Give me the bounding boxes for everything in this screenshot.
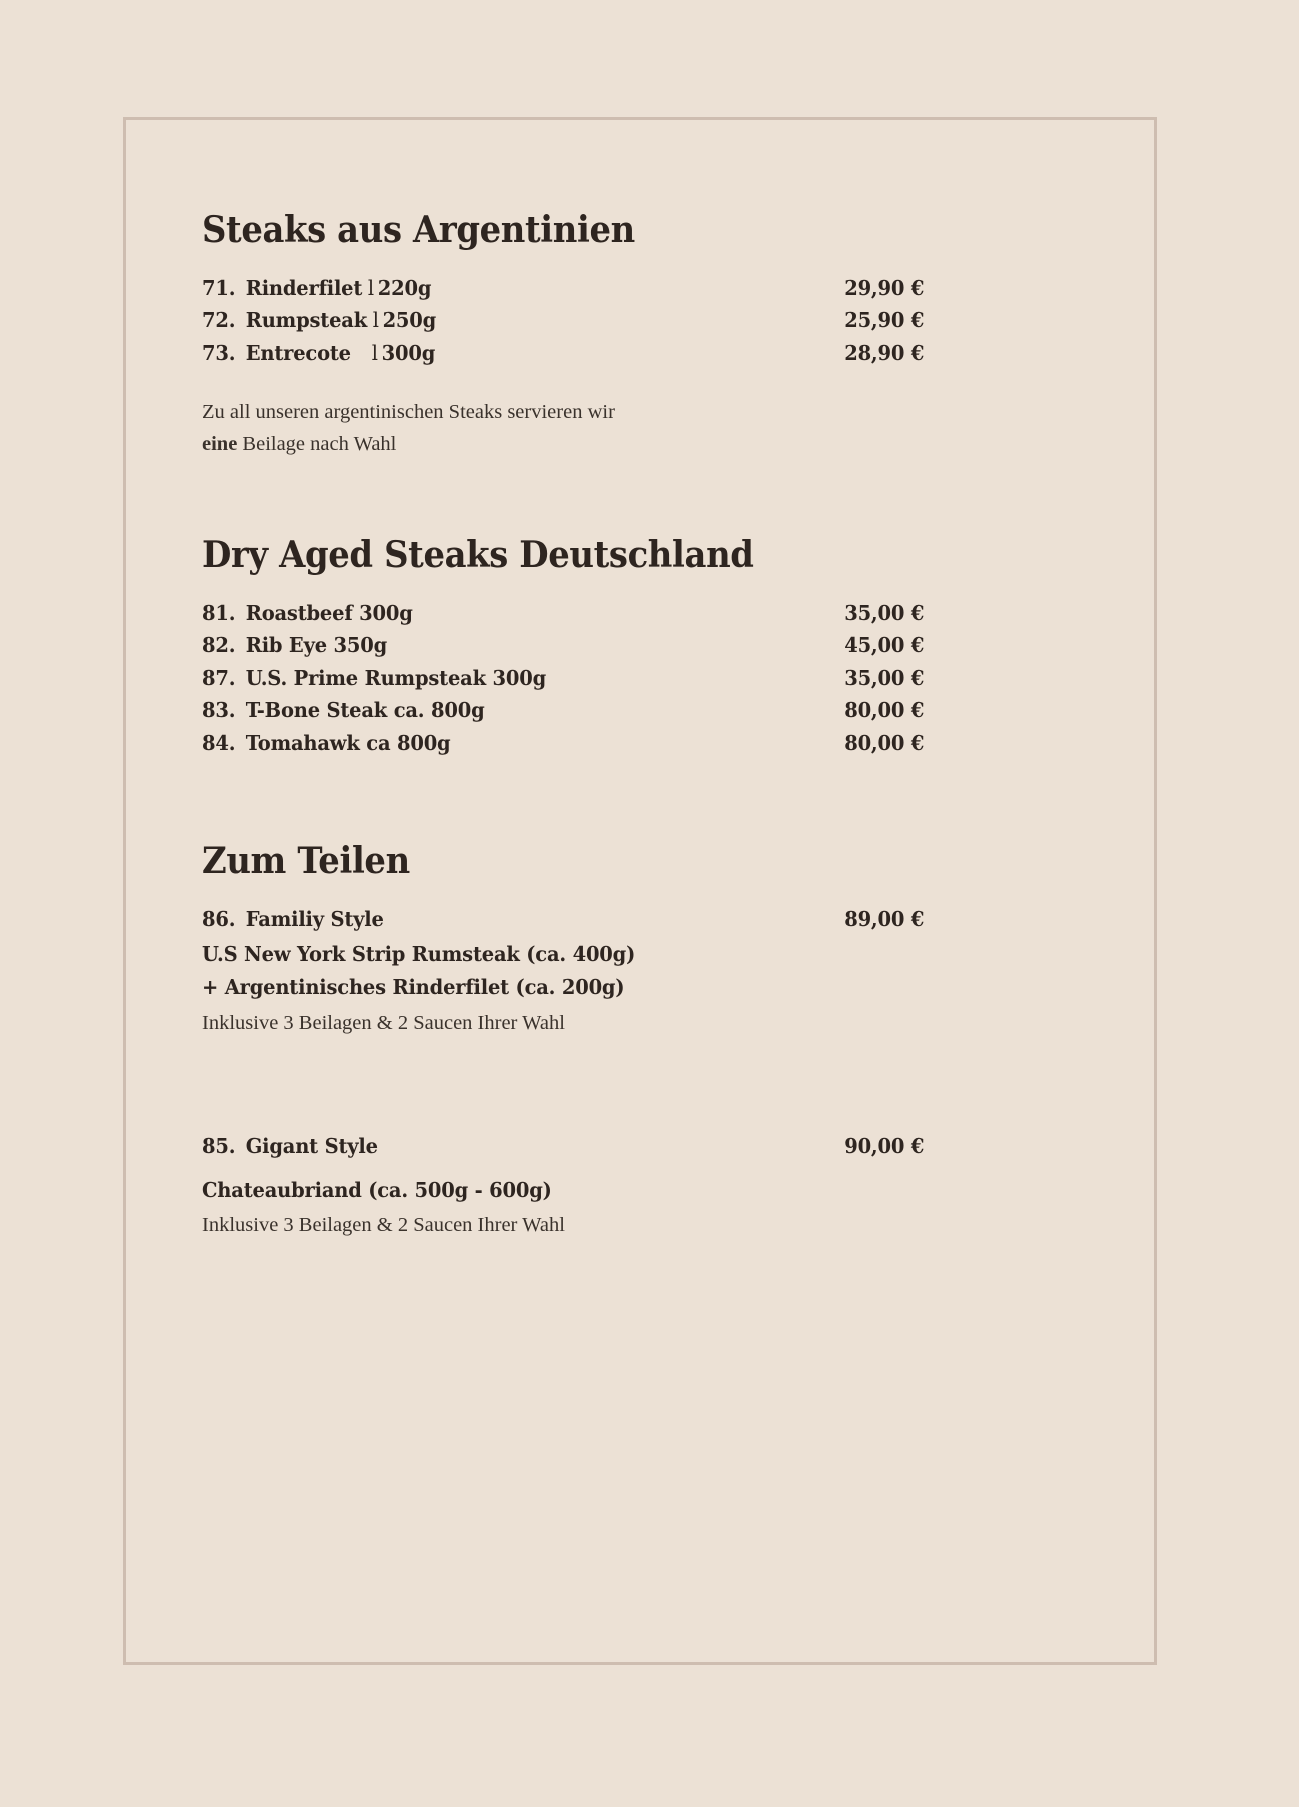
note-line-1: Zu all unseren argentinischen Steaks servieren wir xyxy=(202,401,615,424)
menu-item-row xyxy=(202,310,924,331)
item-price: 28,90 € xyxy=(844,340,924,365)
item-name: Rib Eye 350g xyxy=(245,633,388,658)
combo-item-familiy-style xyxy=(202,907,924,1036)
note-emphasis: eine xyxy=(202,433,238,456)
item-price: 25,90 € xyxy=(844,308,924,333)
item-name: T-Bone Steak ca. 800g xyxy=(245,698,485,723)
menu-item-list-argentinien xyxy=(202,275,924,365)
combo-spacer xyxy=(202,1036,924,1108)
item-number: 84. xyxy=(202,730,236,755)
item-price: 80,00 € xyxy=(844,730,924,755)
item-separator: l xyxy=(367,275,374,300)
item-price: 35,00 € xyxy=(844,600,924,625)
combo-detail-line: U.S New York Strip Rumsteak (ca. 400g) xyxy=(202,941,636,966)
item-name: Tomahawk ca 800g xyxy=(245,730,451,755)
menu-item-row xyxy=(202,665,924,690)
item-number: 87. xyxy=(202,665,236,690)
section-spacer xyxy=(202,765,924,843)
menu-item-label xyxy=(202,340,436,365)
item-number: 73. xyxy=(202,340,236,365)
section-title-argentinien: Steaks aus Argentinien xyxy=(202,209,635,251)
item-weight: 300g xyxy=(381,340,436,365)
menu-item-row xyxy=(202,700,924,721)
menu-item-row xyxy=(202,340,924,365)
menu-item-row xyxy=(202,600,924,625)
menu-item-label xyxy=(202,600,413,625)
item-price: 45,00 € xyxy=(844,633,924,658)
combo-title xyxy=(202,907,384,931)
item-number: 85. xyxy=(202,1133,236,1158)
menu-item-label xyxy=(202,635,387,656)
combo-title xyxy=(202,1134,378,1158)
menu-item-row xyxy=(202,275,924,300)
menu-item-label xyxy=(202,665,547,690)
combo-included-note: Inklusive 3 Beilagen & 2 Saucen Ihrer Wahl xyxy=(202,1011,565,1034)
item-name: Rinderfilet xyxy=(245,275,363,300)
item-weight: 220g xyxy=(377,275,432,300)
item-separator: l xyxy=(372,308,379,333)
menu-item-label xyxy=(202,310,436,331)
item-price: 29,90 € xyxy=(844,275,924,300)
menu-item-label xyxy=(202,730,451,755)
item-number: 86. xyxy=(202,906,236,931)
section-steaks-aus-argentinien xyxy=(202,209,924,461)
combo-header xyxy=(202,907,924,931)
item-name: Rumpsteak xyxy=(245,308,368,333)
item-weight: 250g xyxy=(382,308,437,333)
item-separator: l xyxy=(371,340,378,365)
section-zum-teilen xyxy=(202,840,924,1237)
combo-detail-line: Chateaubriand (ca. 500g - 600g) xyxy=(202,1177,552,1202)
item-name: U.S. Prime Rumpsteak 300g xyxy=(245,665,547,690)
item-name: Familiy Style xyxy=(245,906,384,931)
item-name: Roastbeef 300g xyxy=(245,600,413,625)
menu-item-label xyxy=(202,275,432,300)
combo-header xyxy=(202,1134,924,1158)
menu-item-row xyxy=(202,730,924,755)
item-price: 90,00 € xyxy=(844,1133,924,1158)
item-number: 71. xyxy=(202,275,236,300)
item-number: 72. xyxy=(202,308,236,333)
item-price: 89,00 € xyxy=(844,906,924,931)
section-title-dry-aged: Dry Aged Steaks Deutschland xyxy=(202,533,754,576)
section-spacer xyxy=(202,461,924,537)
item-number: 81. xyxy=(202,600,236,625)
item-price: 35,00 € xyxy=(844,665,924,690)
menu-item-row xyxy=(202,635,924,656)
item-price: 80,00 € xyxy=(844,698,924,723)
item-number: 82. xyxy=(202,633,236,658)
item-name: Entrecote xyxy=(245,340,351,365)
combo-included-note: Inklusive 3 Beilagen & 2 Saucen Ihrer Wahl xyxy=(202,1214,565,1237)
menu-item-label xyxy=(202,700,485,721)
item-number: 83. xyxy=(202,698,236,723)
section-dry-aged-steaks-deutschland xyxy=(202,533,924,755)
section-title-zum-teilen: Zum Teilen xyxy=(202,840,410,883)
item-name: Gigant Style xyxy=(245,1133,378,1158)
section-note-argentinien xyxy=(202,397,802,461)
combo-detail-line: + Argentinisches Rinderfilet (ca. 200g) xyxy=(202,975,625,1000)
note-line-2: Beilage nach Wahl xyxy=(242,433,397,456)
combo-item-gigant-style xyxy=(202,1134,924,1238)
menu-item-list-dry-aged xyxy=(202,600,924,755)
menu-content xyxy=(202,209,924,1238)
